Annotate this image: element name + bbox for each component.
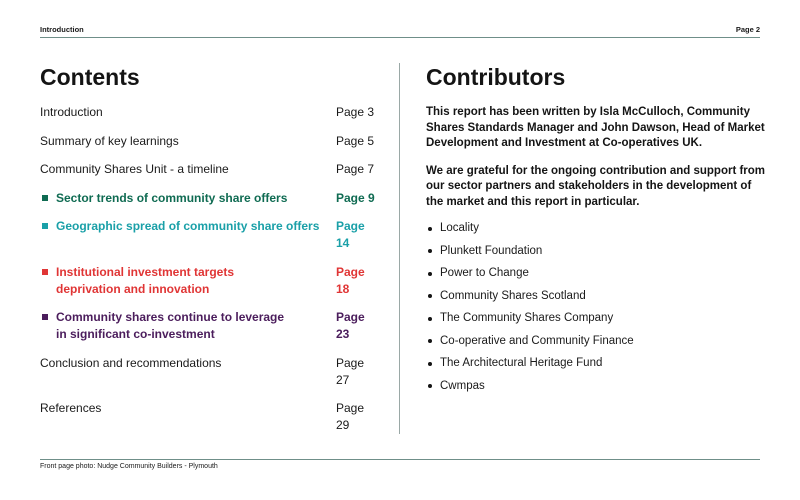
acknowledgement-paragraph: We are grateful for the ongoing contribution and support from our sector partners and stakeholders in the development of the market and this report in particular.	[426, 164, 766, 208]
list-item: Plunkett Foundation	[426, 244, 766, 259]
toc-item-page: Page 9	[336, 190, 375, 205]
toc-item-page: Page 29	[336, 401, 365, 432]
toc-item-label: Introduction	[40, 105, 103, 119]
purple-square-marker-icon	[42, 314, 48, 320]
column-divider	[399, 63, 400, 434]
toc-item-references[interactable]	[40, 400, 380, 434]
toc-item-label: Community Shares Unit - a timeline	[40, 162, 229, 176]
contents-section	[40, 62, 380, 446]
toc-item-label: References	[40, 401, 102, 415]
toc-item-co-investment[interactable]	[40, 309, 380, 343]
red-square-marker-icon	[42, 269, 48, 275]
toc-item-timeline[interactable]	[40, 161, 380, 178]
authors-paragraph: This report has been written by Isla McCulloch, Community Shares Standards Manager and John Dawson, Head of Market Development and Investment at Co-operatives UK.	[426, 106, 765, 149]
page-footer	[40, 459, 760, 470]
toc-item-page: Page 27	[336, 355, 365, 387]
toc-item-label: Institutional investment targets deprivation and innovation	[56, 264, 235, 296]
toc-item-page: Page 23	[336, 310, 365, 341]
page-header	[40, 23, 760, 38]
toc-item-key-learnings[interactable]	[40, 133, 380, 150]
bullet-icon	[428, 227, 432, 231]
bullet-icon	[428, 317, 432, 321]
list-item: Co-operative and Community Finance	[426, 334, 766, 349]
toc-item-page: Page 5	[336, 133, 375, 148]
bullet-icon	[428, 384, 432, 388]
list-item: Cwmpas	[426, 379, 766, 394]
toc-item-label: Sector trends of community share offers	[56, 190, 288, 205]
list-item: Community Shares Scotland	[426, 289, 766, 304]
toc-item-page: Page 7	[336, 162, 375, 176]
bullet-icon	[428, 339, 432, 343]
page-number: Page 2	[735, 25, 760, 34]
list-item: Power to Change	[426, 266, 766, 281]
toc-item-label: Summary of key learnings	[40, 133, 179, 148]
toc-item-geographic-spread[interactable]	[40, 218, 380, 252]
contributors-section	[426, 62, 766, 401]
contributors-title: Contributors	[426, 64, 566, 90]
toc-item-label: Conclusion and recommendations	[40, 355, 222, 370]
list-item: The Architectural Heritage Fund	[426, 356, 766, 371]
section-name: Introduction	[40, 25, 84, 34]
bullet-icon	[428, 294, 432, 298]
table-of-contents	[40, 104, 380, 434]
list-item: The Community Shares Company	[426, 311, 766, 326]
green-square-marker-icon	[42, 195, 48, 201]
toc-item-page: Page 14	[336, 219, 365, 250]
list-item: Locality	[426, 221, 766, 236]
photo-caption: Front page photo: Nudge Community Builders - Plymouth	[40, 463, 218, 470]
toc-item-conclusion[interactable]	[40, 355, 380, 389]
toc-item-label: Community shares continue to leverage in significant co-investment	[56, 310, 285, 341]
toc-item-label: Geographic spread of community share offers	[56, 219, 320, 233]
toc-item-sector-trends[interactable]	[40, 190, 380, 207]
bullet-icon	[428, 272, 432, 276]
teal-square-marker-icon	[42, 223, 48, 229]
toc-item-page: Page 18	[336, 264, 365, 296]
bullet-icon	[428, 249, 432, 253]
partners-list	[426, 221, 766, 394]
toc-item-introduction[interactable]	[40, 104, 380, 121]
bullet-icon	[428, 362, 432, 366]
contents-title: Contents	[40, 64, 140, 90]
toc-item-institutional-investment[interactable]	[40, 264, 380, 298]
toc-item-page: Page 3	[336, 105, 375, 119]
